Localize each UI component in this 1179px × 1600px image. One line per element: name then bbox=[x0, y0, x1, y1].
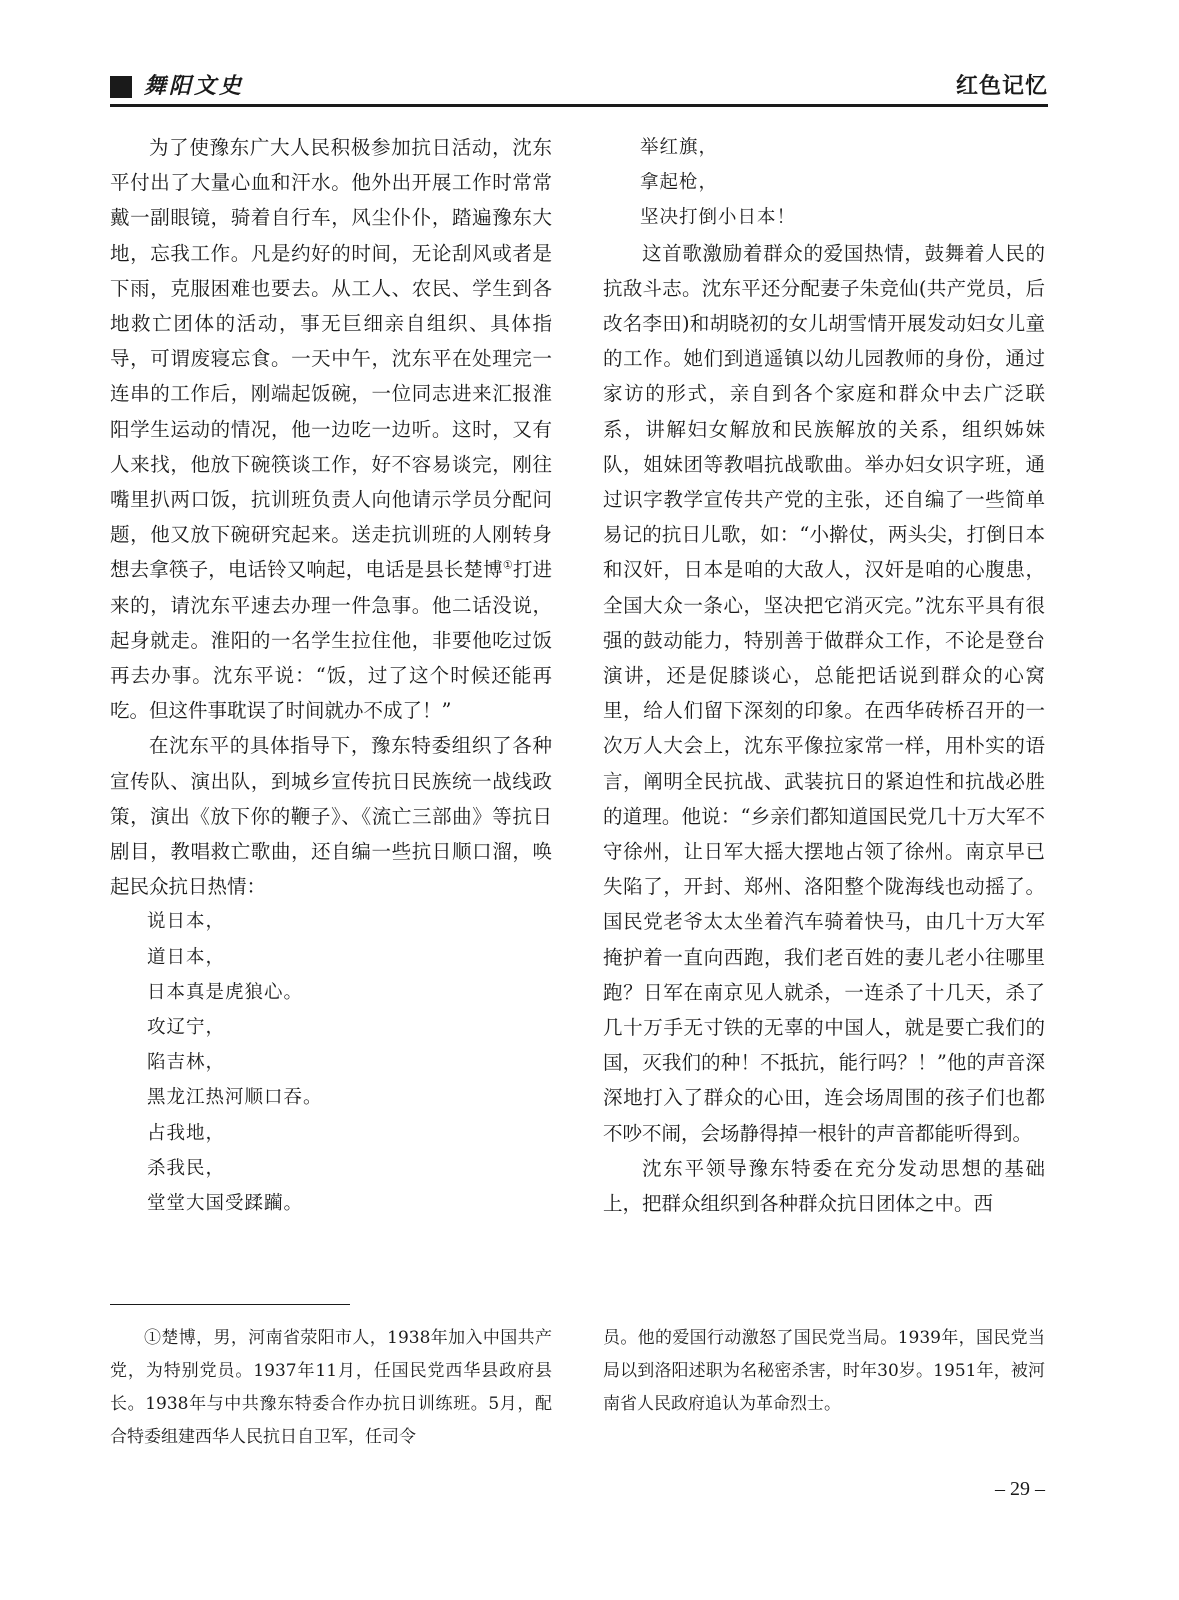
verse-line: 攻辽宁， bbox=[147, 1017, 226, 1039]
verse-line: 坚决打倒小日本！ bbox=[640, 207, 797, 229]
section-title: 红色记忆 bbox=[955, 74, 1048, 99]
footnote-divider bbox=[110, 1304, 350, 1305]
paragraph-text: 打进来的，请沈东平速去办理一件急事。他二话没说，起身就走。淮阳的一名学生拉住他，非要他吃过饭再去办事。沈东平说：“饭，过了这个时候还能再吃。但这件事耽误了时间就办不成了！” bbox=[110, 558, 552, 723]
verse-line: 说日本， bbox=[147, 911, 226, 933]
verse-line: 堂堂大国受蹂躏。 bbox=[147, 1193, 304, 1215]
verse-line: 陷吉林， bbox=[147, 1052, 226, 1074]
header-rule bbox=[110, 104, 1048, 107]
verse-line: 杀我民， bbox=[147, 1157, 226, 1179]
paragraph: 在沈东平的具体指导下，豫东特委组织了各种宣传队、演出队，到城乡宣传抗日民族统一战线政策，演出《放下你的鞭子》、《流亡三部曲》等抗日剧目，教唱救亡歌曲，还自编一些抗日顺口溜，唤起民众抗日热情： bbox=[110, 734, 552, 899]
footnote-text-continued: 员。他的爱国行动激怒了国民党当局。1939年，国民党当局以到洛阳述职为名秘密杀害，时年30岁。1951年，被河南省人民政府追认为革命烈士。 bbox=[603, 1328, 1045, 1414]
verse-line: 拿起枪， bbox=[640, 172, 719, 194]
right-column bbox=[603, 130, 1045, 1221]
footnote-marker: ① bbox=[502, 558, 513, 572]
paragraph: 沈东平领导豫东特委在充分发动思想的基础上，把群众组织到各种群众抗日团体之中。西 bbox=[603, 1156, 1045, 1216]
left-column bbox=[110, 130, 552, 1221]
footnote-text: ①楚博，男，河南省荥阳市人，1938年加入中国共产党，为特别党员。1937年11月，任国民党西华县政府县长。1938年与中共豫东特委合作办抗日训练班。5月，配合特委组建西华人民抗日自卫军，任司令 bbox=[110, 1328, 552, 1447]
verse-line: 道日本， bbox=[147, 946, 226, 968]
paragraph bbox=[110, 130, 552, 728]
paragraph-text: 为了使豫东广大人民积极参加抗日活动，沈东平付出了大量心血和汗水。他外出开展工作时常常戴一副眼镜，骑着自行车，风尘仆仆，踏遍豫东大地，忘我工作。凡是约好的时间，无论刮风或者是下雨，克服困难也要去。从工人、农民、学生到各地救亡团体的活动，事无巨细亲自组织、具体指导，可谓废寝忘食。一天中午，沈东平在处理完一连串的工作后，刚端起饭碗，一位同志进来汇报淮阳学生运动的情况，他一边吃一边听。这时，又有人来找，他放下碗筷谈工作，好不容易谈完，刚往嘴里扒两口饭，抗训班负责人向他请示学员分配问题，他又放下碗研究起来。送走抗训班的人刚转身想去拿筷子，电话铃又响起，电话是县长楚博 bbox=[110, 136, 552, 582]
paragraph: 这首歌激励着群众的爱国热情，鼓舞着人民的抗敌斗志。沈东平还分配妻子朱竞仙(共产党员，后改名李田)和胡晓初的女儿胡雪情开展发动妇女儿童的工作。她们到逍遥镇以幼儿园教师的身份，通过家访的形式，亲自到各个家庭和群众中去广泛联系，讲解妇女解放和民族解放的关系，组织姊妹队，姐妹团等教唱抗战歌曲。举办妇女识字班，通过识字教学宣传共产党的主张，还自编了一些简单易记的抗日儿歌，如：“小擀仗，两头尖，打倒日本和汉奸，日本是咱的大敌人，汉奸是咱的心腹患，全国大众一条心，坚决把它消灭完。”沈东平具有很强的鼓动能力，特别善于做群众工作，不论是登台演讲，还是促膝谈心，总能把话说到群众的心窝里，给人们留下深刻的印象。在西华砖桥召开的一次万人大会上，沈东平像拉家常一样，用朴实的语言，阐明全民抗战、武装抗日的紧迫性和抗战必胜的道理。他说：“乡亲们都知道国民党几十万大军不守徐州，让日军大摇大摆地占领了徐州。南京早已失陷了，开封、郑州、洛阳整个陇海线也动摇了。国民党老爷太太坐着汽车骑着快马，由几十万大军掩护着一直向西跑，我们老百姓的妻儿老小往哪里跑？日军在南京见人就杀，一连杀了十几天，杀了几十万手无寸铁的无辜的中国人，就是要亡我们的国，灭我们的种！不抵抗，能行吗？！”他的声音深深地打入了群众的心田，连会场周围的孩子们也都不吵不闹，会场静得掉一根针的声音都能听得到。 bbox=[603, 241, 1045, 1145]
verse-line: 举红旗， bbox=[640, 137, 719, 158]
header-square-mark bbox=[110, 76, 132, 98]
page-header bbox=[110, 72, 1048, 104]
verse-line: 日本真是虎狼心。 bbox=[147, 981, 304, 1003]
verse-line: 黑龙江热河顺口吞。 bbox=[147, 1087, 323, 1109]
verse-line: 占我地， bbox=[147, 1122, 226, 1144]
page-number: – 29 – bbox=[995, 1478, 1045, 1500]
journal-title: 舞阳文史 bbox=[144, 74, 245, 99]
